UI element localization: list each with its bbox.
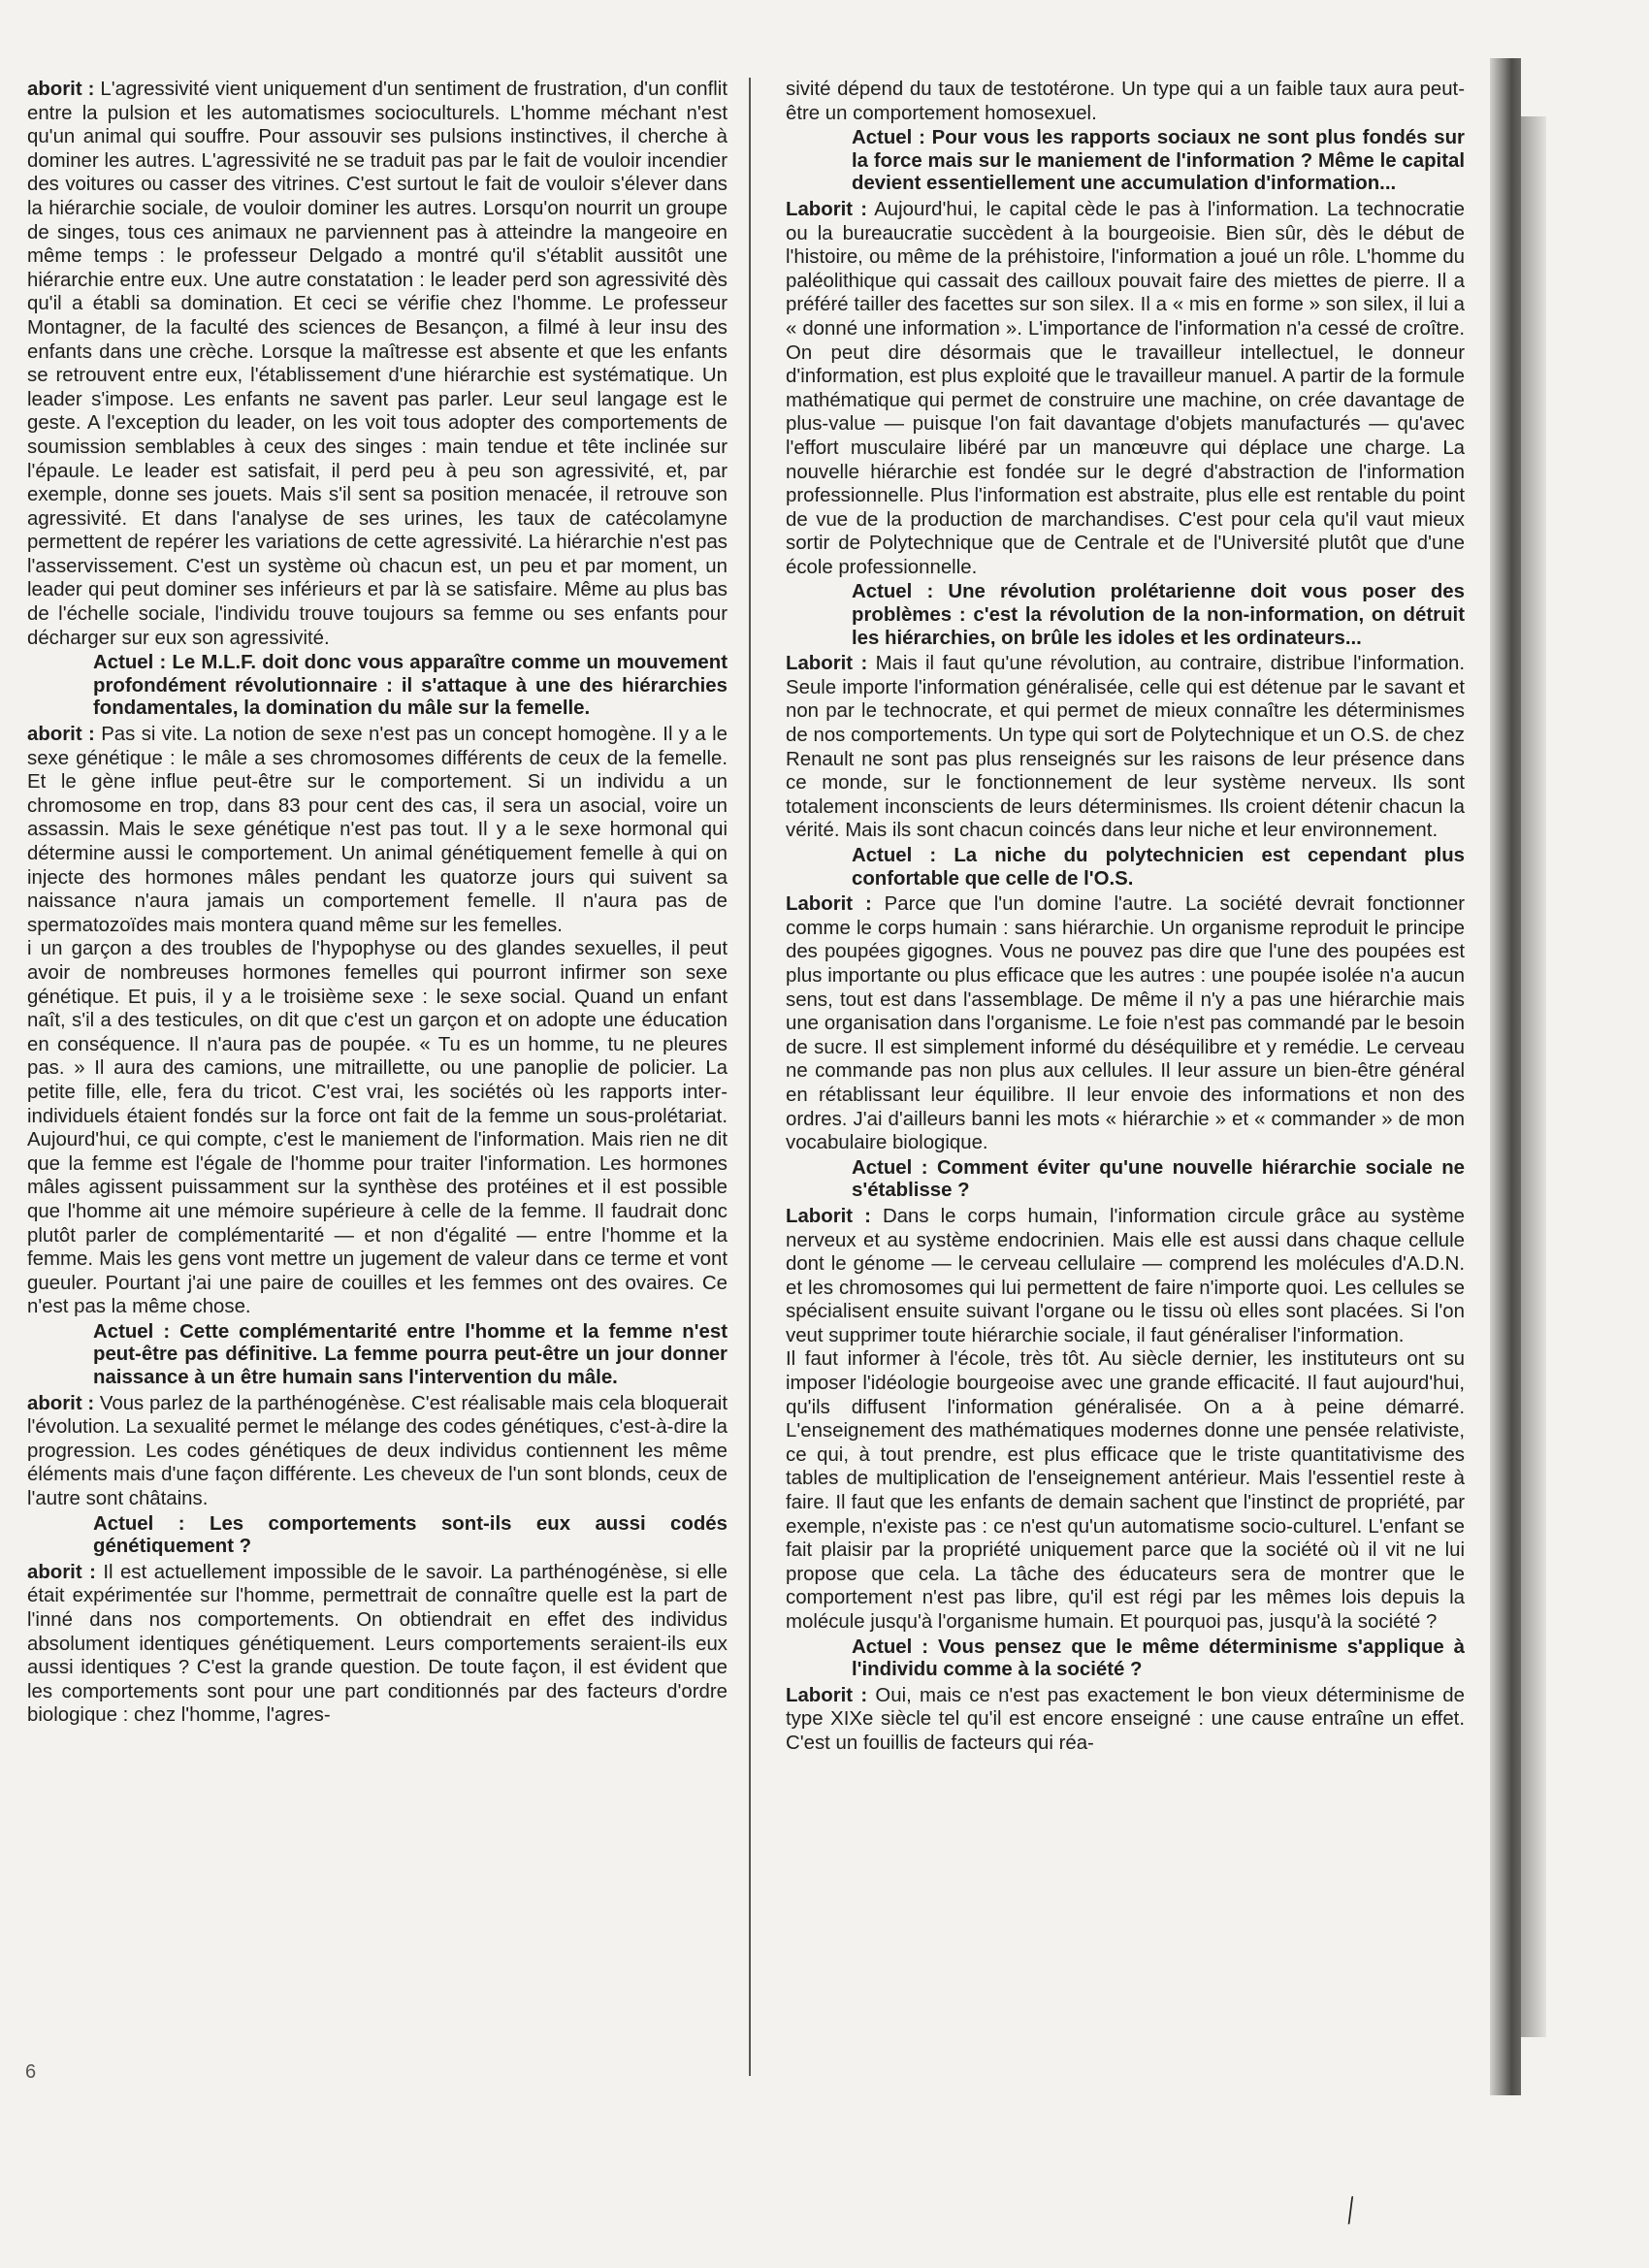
paragraph-text: La niche du polytechnicien est cependant plus confortable que celle de l'O.S. (852, 845, 1465, 890)
paragraph-text: Aujourd'hui, le capital cède le pas à l'information. La technocratie ou la bureaucratie succèdent à la bourgeoisie. Bien sûr, dès le début de l'histoire, ou même de la préhistoire, l'information a joué un rôle. L'homme du paléolithique qui cassait des cailloux pouvait faire des miettes de pierre. Il a préféré tailler des facettes sur son silex. Il a « mis en forme » son silex, il lui a « donné une information ». L'importance de l'information n'a cessé de croître. On peut dire désormais que le travailleur intellectuel, le donneur d'information, est plus exploité que le travailleur manuel. A partir de la formule mathématique qui permet de construire une machine, on crée davantage de plus-value — puisque l'on fait davantage d'objets manufacturés — qu'avec l'effort musculaire libéré par un manœuvre qui déplace une charge. La nouvelle hiérarchie est fondée sur le degré d'abstraction de l'information professionnelle. Plus l'information est abstraite, plus elle est rentable du point de vue de la production de marchandises. C'est pour cela qu'il vaut mieux sortir de Polytechnique que de Centrale et de l'Université plutôt que d'une école professionnelle. (786, 198, 1465, 578)
speaker-label: Laborit : (786, 653, 868, 675)
interview-answer (27, 723, 728, 937)
paragraph-text: Le M.L.F. doit donc vous apparaître comme un mouvement profondément révolutionnaire : il s'attaque à une des hiérarchies fondamentales, la domination du mâle sur la femelle. (93, 652, 728, 720)
interview-question (93, 652, 728, 721)
speaker-label: Actuel : (852, 1156, 928, 1179)
speaker-label: Laborit : (786, 1205, 871, 1227)
paragraph-text: i un garçon a des troubles de l'hypophyse ou des glandes sexuelles, il peut avoir de nombreuses hormones femelles qui pourront infirmer son sexe génétique. Et puis, il y a le troisième sexe : le sexe social. Quand un enfant naît, s'il a des testicules, on dit que c'est un garçon et on adopte une éducation en conséquence. Il n'aura pas de poupée. « Tu es un homme, tu ne pleures pas. » Il aura des camions, une mitraillette, ou une panoplie de policier. La petite fille, elle, fera du tricot. C'est vrai, les sociétés où les rapports inter-individuels étaient fondés sur la force ont fait de la femme un sous-prolétariat. Aujourd'hui, ce qui compte, c'est le maniement de l'information. Mais rien ne dit que la femme est l'égale de l'homme pour traiter l'information. Les hormones mâles agissent puissamment sur la synthèse des protéines et il est possible que l'homme ait une mémoire supérieure à celle de la femme. Il faudrait donc plutôt parler de complémentarité — et non d'égalité — entre l'homme et la femme. Mais les gens vont mettre un jugement de valeur dans ce terme et vont gueuler. Pourtant j'ai une paire de couilles et les femmes ont des ovaires. Ce n'est pas la même chose. (27, 938, 728, 1318)
interview-question (852, 1636, 1465, 1682)
left-column (27, 78, 728, 1728)
paragraph-text: Il faut informer à l'école, très tôt. Au siècle dernier, les instituteurs ont su imposer l'idéologie bourgeoise avec une grande efficacité. Il faut aujourd'hui, qu'ils diffusent l'information généralisée. On a à peine démarré. L'enseignement des mathématiques modernes donne une pensée relativiste, ce qui, à tout prendre, est plus efficace que le triste quantitativisme des tables de multiplication de l'enseignement antérieur. Mais l'essentiel reste à faire. Il faut que les enfants de demain sachent que l'instinct de propriété, par exemple, n'existe pas : ce n'est qu'un automatisme socio-culturel. L'enfant se fait plaisir par la propriété uniquement parce que la société où il vit ne lui propose que cela. La tâche des éducateurs sera de montrer que le comportement n'est pas libre, qu'il est régi par les mêmes lois depuis la molécule jusqu'à l'organisme humain. Et pourquoi pas, jusqu'à la société ? (786, 1348, 1465, 1633)
interview-answer (27, 1561, 728, 1728)
speaker-label: Actuel : (93, 1320, 171, 1343)
interview-question (852, 127, 1465, 196)
paragraph-text: Dans le corps humain, l'information circule grâce au système nerveux et au système endocrinien. Mais elle est aussi dans chaque cellule dont le génome — le cerveau cellulaire — comprend les molécules d'A.D.N. et les chromosomes qui lui permettent de faire n'importe quoi. Les cellules se spécialisent ensuite suivant l'organe ou le tissu où elles sont placées. Si l'on veut supprimer toute hiérarchie sociale, il faut généraliser l'information. (786, 1205, 1465, 1346)
speaker-label: Laborit : (786, 198, 868, 220)
paragraph-text: Cette complémentarité entre l'homme et la femme n'est peut-être pas définitive. La femme pourra peut-être un jour donner naissance à un être humain sans l'intervention du mâle. (93, 1320, 728, 1389)
interview-question (852, 845, 1465, 891)
speaker-label: aborit : (27, 724, 95, 746)
speaker-label: aborit : (27, 1392, 95, 1414)
paragraph-text: Oui, mais ce n'est pas exactement le bon vieux déterminisme de type XIXe siècle tel qu'il est encore enseigné : une cause entraîne un effet. C'est un fouillis de facteurs qui réa- (786, 1684, 1465, 1754)
interview-answer (786, 652, 1465, 843)
paragraph-text: Une révolution prolétarienne doit vous poser des problèmes : c'est la révolution de la non-information, on détruit les hiérarchies, on brûle les idoles et les ordinateurs... (852, 581, 1465, 649)
interview-question (93, 1321, 728, 1390)
interview-answer (786, 892, 1465, 1155)
speaker-label: Actuel : (852, 127, 925, 149)
paragraph-text: Vous pensez que le même déterminisme s'applique à l'individu comme à la société ? (852, 1636, 1465, 1681)
interview-answer (27, 78, 728, 650)
page-number: 6 (25, 2061, 37, 2083)
speaker-label: Actuel : (93, 652, 167, 674)
speaker-label: aborit : (27, 79, 95, 100)
scan-mark: ╱ (1340, 2196, 1361, 2224)
speaker-label: Actuel : (852, 845, 937, 866)
paragraph-text: Il est actuellement impossible de le savoir. La parthénogénèse, si elle était expérimentée sur l'homme, permettrait de connaître quelle est la part de l'inné dans nos comportements. On obtiendrait en effet des individus absolument identiques génétiquement. Leurs comportements seraient-ils eux aussi identiques ? C'est la grande question. De toute façon, il est évident que les comportements sont pour une part conditionnés par des facteurs d'ordre biologique : chez l'homme, l'agres- (27, 1561, 728, 1727)
paragraph-text: Vous parlez de la parthénogénèse. C'est réalisable mais cela bloquerait l'évolution. La sexualité permet le mélange des codes génétiques, c'est-à-dire la progression. Les codes génétiques de deux individus contiennent les même éléments mais d'une façon différente. Les cheveux de l'un sont blonds, ceux de l'autre sont châtains. (27, 1392, 728, 1510)
speaker-label: Actuel : (852, 581, 934, 603)
paragraph-text: sivité dépend du taux de testotérone. Un type qui a un faible taux aura peut-être un comportement homosexuel. (786, 79, 1465, 124)
paragraph-text: Pas si vite. La notion de sexe n'est pas un concept homogène. Il y a le sexe génétique : le mâle a ses chromosomes différents de ceux de la femelle. Et le gène influe peut-être sur le comportement. Si un individu a un chromosome en trop, dans 83 pour cent des cas, il sera un asocial, voire un assassin. Mais le sexe génétique n'est pas tout. Il y a le sexe hormonal qui détermine aussi le comportement. Un animal génétiquement femelle à qui on injecte des hormones mâles pendant les quatorze jours qui suivent sa naissance n'aura jamais un comportement femelle. Il n'aura pas de spermatozoïdes mais montera quand même sur les femelles. (27, 724, 728, 936)
interview-question (93, 1513, 728, 1559)
column-divider (749, 78, 751, 2076)
speaker-label: Laborit : (786, 893, 872, 916)
speaker-label: Actuel : (852, 1636, 929, 1658)
scan-shadow-edge (1490, 58, 1521, 2095)
scan-shadow-edge-outer (1521, 116, 1546, 2037)
interview-answer (27, 937, 728, 1319)
paragraph-text: Mais il faut qu'une révolution, au contraire, distribue l'information. Seule importe l'information généralisée, celle qui est détenue par le savant et non par le technocrate, et qui permet de mieux connaître les déterminismes de nos comportements. Un type qui sort de Polytechnique et un O.S. de chez Renault ne sont pas plus renseignés sur les raisons de leur présence dans ce monde, sur le fonctionnement de leur système nerveux. Ils sont totalement inconscients de leurs déterminismes. Ils croient détenir chacun la vérité. Mais ils sont chacun coincés dans leur niche et leur environnement. (786, 653, 1465, 842)
interview-answer (786, 1205, 1465, 1348)
interview-answer (786, 78, 1465, 125)
paragraph-text: Comment éviter qu'une nouvelle hiérarchie sociale ne s'établisse ? (852, 1156, 1465, 1202)
paragraph-text: Pour vous les rapports sociaux ne sont plus fondés sur la force mais sur le maniement de l'information ? Même le capital devient essentiellement une accumulation d'information... (852, 127, 1465, 195)
speaker-label: Laborit : (786, 1684, 868, 1706)
interview-answer (786, 1347, 1465, 1634)
paragraph-text: Les comportements sont-ils eux aussi codés génétiquement ? (93, 1512, 728, 1558)
interview-question (852, 1157, 1465, 1203)
interview-answer (786, 198, 1465, 580)
interview-answer (786, 1684, 1465, 1756)
right-column (786, 78, 1465, 1756)
paragraph-text: Parce que l'un domine l'autre. La société devrait fonctionner comme le corps humain : sans hiérarchie. Un organisme reproduit le principe des poupées gigognes. Vous ne pouvez pas dire que l'une des poupées est plus importante ou plus efficace que les autres : une poupée isolée n'a aucun sens, tout est dans l'assemblage. De même il n'y a pas une hiérarchie mais une organisation dans l'organisme. Le foie n'est pas commandé par le besoin de sucre. Il est simplement informé du déséquilibre et y remédie. Le cerveau ne commande pas non plus aux cellules. Il leur assure un bien-être général en rétablissant leur équilibre. Il leur envoie des informations et non des ordres. J'ai d'ailleurs banni les mots « hiérarchie » et « commander » de mon vocabulaire biologique. (786, 893, 1465, 1154)
interview-answer (27, 1392, 728, 1511)
speaker-label: aborit : (27, 1561, 96, 1583)
speaker-label: Actuel : (93, 1512, 185, 1535)
interview-question (852, 581, 1465, 650)
paragraph-text: L'agressivité vient uniquement d'un sentiment de frustration, d'un conflit entre la pulsion et les automatismes socioculturels. L'homme méchant n'est qu'un animal qui souffre. Pour assouvir ses pulsions instinctives, il cherche à dominer les autres. L'agressivité ne se traduit pas par le fait de vouloir incendier des voitures ou casser des vitrines. C'est surtout le fait de vouloir s'élever dans la hiérarchie sociale, de vouloir dominer les autres. Lorsqu'on nourrit un groupe de singes, tous ces animaux ne parviennent pas à atteindre la mangeoire en même temps : le professeur Delgado a montré qu'il s'établit aussitôt une hiérarchie entre eux. Une autre constatation : le leader perd son agressivité dès qu'il a établi sa domination. Et ceci se vérifie chez l'homme. Le professeur Montagner, de la faculté des sciences de Besançon, a filmé à leur insu des enfants dans une crèche. Lorsque la maîtresse est absente et que les enfants se retrouvent entre eux, l'établissement d'une hiérarchie est systématique. Un leader s'impose. Les enfants ne savent pas parler. Leur seul langage est le geste. A l'exception du leader, on les voit tous adopter des comportements de soumission semblables à ceux des singes : main tendue et tête inclinée sur l'épaule. Le leader est satisfait, il perd peu à peu son agressivité, et, par exemple, donne ses jouets. Mais s'il sent sa position menacée, il retrouve son agressivité. Et dans l'analyse de ses urines, les taux de catécolamyne permettent de repérer les variations de cette agressivité. La hiérarchie n'est pas l'asservissement. C'est un système où chacun est, un peu et par moment, un leader qui peut dominer ses inférieurs et par là se satisfaire. Même au plus bas de l'échelle sociale, l'individu trouve toujours sa femme ou ses enfants pour décharger sur eux son agressivité. (27, 79, 728, 649)
